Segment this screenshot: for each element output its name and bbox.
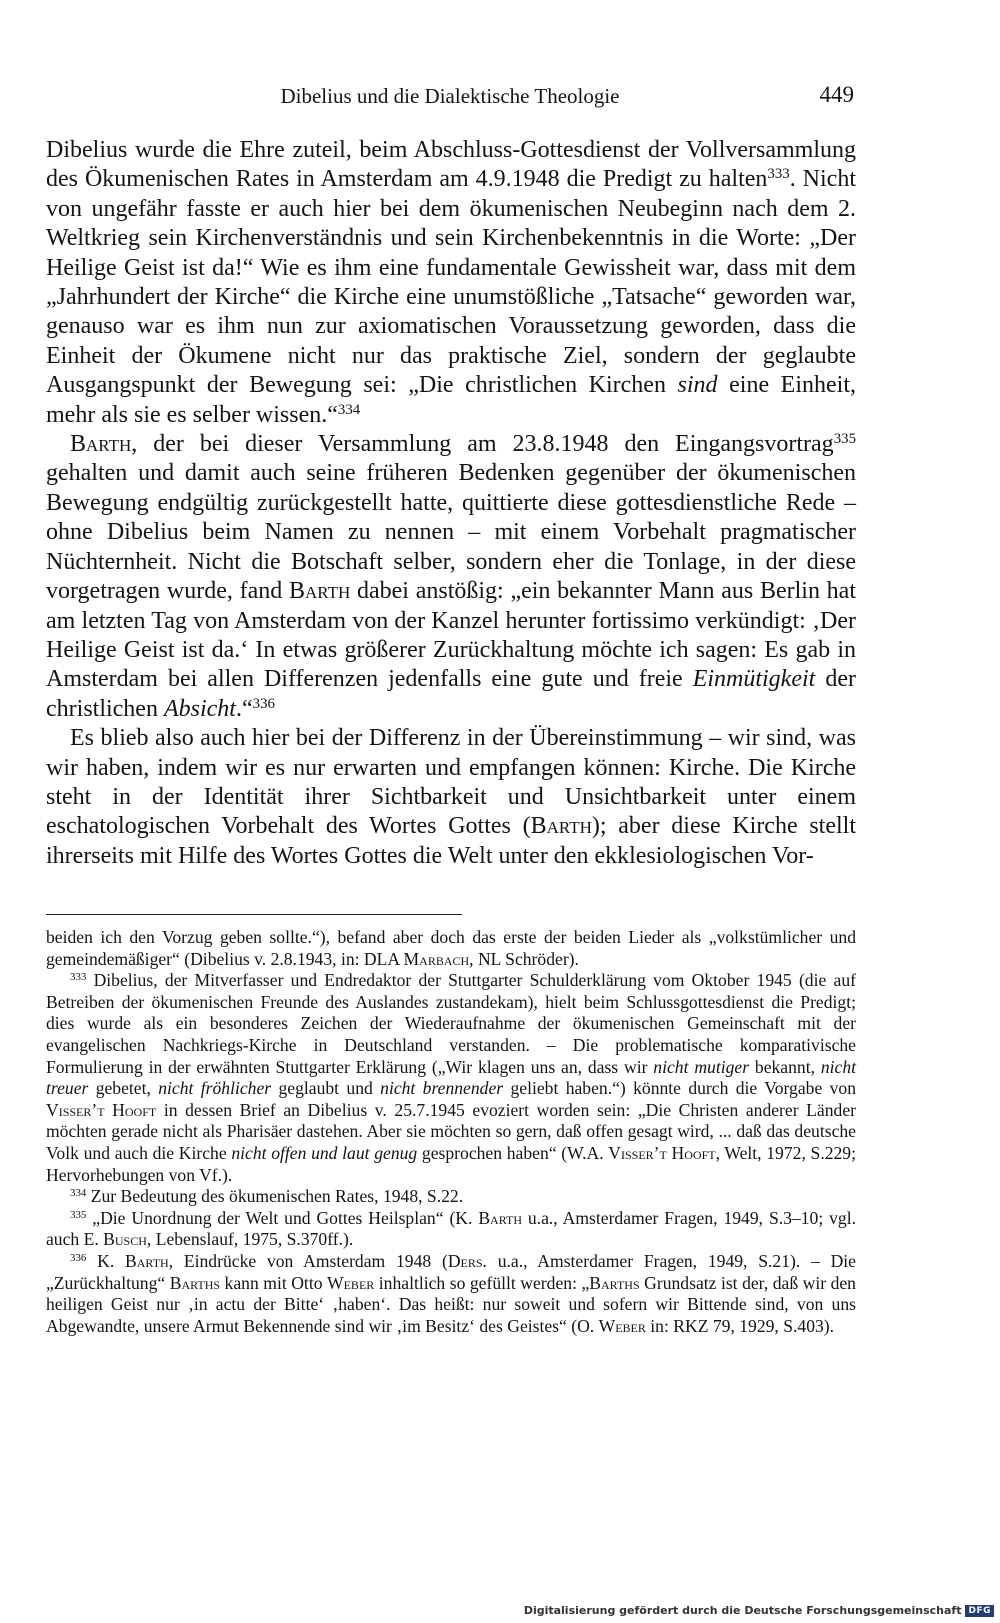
paragraph-3: Es blieb also auch hier bei der Differenz in der Übereinstimmung – wir sind, was wir haben, indem wir es nur erwarten und empfangen können: Kirche. Die Kirche steht in der Identität ihrer Sichtbarkeit und Unsichtbarkeit unter einem eschatologischen Vorbehalt des Wortes Gottes (Barth); aber diese Kirche stellt ihrerseits mit Hilfe des Wortes Gottes die Welt unter den ekklesiologischen Vor- [46,725,857,869]
footnote-number: 334 [70,1187,87,1200]
footnote-number: 335 [70,1208,87,1221]
credit-text: Digitalisierung gefördert durch die Deutsche Forschungsgemeinschaft [523,1604,962,1617]
footnote-335: $^{335}$ „Die Unordnung der Welt und Gottes Heilsplan“ (K. Barth u.a., Amsterdamer Fragen, 1949, S.3–10; vgl. auch E. Busch, Lebenslauf, 1975, S.370ff.). [46,1207,856,1250]
footnote-ref-333[interactable]: 333 [767,166,790,183]
paragraph-2: Barth, der bei dieser Versammlung am 23.8.1948 den Eingangsvortrag$^{335}$ gehalten und damit auch seine früheren Bedenken gegenüber der ökumenischen Bewegung endgültig zurückgestellt hatte, quittierte diese gottesdienstliche Rede – ohne Dibelius beim Namen zu nennen – mit einem Vorbehalt pragmatischer Nüchternheit. Nicht die Botschaft selber, sondern eher die Tonlage, in der diese vorgetragen wurde, fand Barth dabei anstößig: „ein bekannter Mann aus Berlin hat am letzten Tag von Amsterdam von der Kanzel herunter fortissimo verkündigt: ‚Der Heilige Geist ist da.‘ In etwas größerer Zurückhaltung möchte ich sagen: Es gab in Amsterdam bei allen Differenzen jedenfalls eine gute und freie Einmütigkeit der christlichen Absicht.“$^{336}$ [46,430,856,722]
footnote-continuation: beiden ich den Vorzug geben sollte.“), befand aber doch das erste der beiden Lieder als „volkstümlicher und gemeindemäßiger“ (Dibelius v. 2.8.1943, in: DLA Marbach, NL Schröder). [46,927,856,969]
digitization-credit [524,1604,994,1617]
footnotes [46,927,856,1337]
footnote-336: $^{336}$ K. Barth, Eindrücke von Amsterdam 1948 (Ders. u.a., Amsterdamer Fragen, 1949, S.21). – Die „Zurückhaltung“ Barths kann mit Otto Weber inhaltlich so gefüllt werden: „Barths Grundsatz ist der, daß wir den heiligen Geist nur ‚in actu der Bitte‘ ‚haben‘. Das heißt: nur soweit und sofern wir Bittende sind, von uns Abgewandte, unsere Armut Bekennende sind wir ‚im Besitz‘ des Geistes“ (O. Weber in: RKZ 79, 1929, S.403). [46,1250,856,1336]
page-header [46,80,854,114]
footnote-333: $^{333}$ Dibelius, der Mitverfasser und Endredaktor der Stuttgarter Schulderklärung vom Oktober 1945 (die auf Betreiben der ökumenischen Freunde des Auslandes zustandekam), hielt beim Schlussgottesdienst die Predigt; dies wurde als ein besonderes Zeichen der Wiederaufnahme der ökumenischen Gemeinschaft mit der evangelischen Nachkriegs-Kirche in Deutschland verstanden. – Die problematische komparativische Formulierung in der erwähnten Stuttgarter Erklärung („Wir klagen uns an, dass wir nicht mutiger bekannt, nicht treuer gebetet, nicht fröhlicher geglaubt und nicht brennender geliebt haben.“) könnte durch die Vorgabe von Visser’t Hooft in dessen Brief an Dibelius v. 25.7.1945 evoziert worden sein: „Die Christen anderer Länder möchten gerade nicht als Pharisäer dastehen. Aber sie möchten so gern, daß offen gesagt wird, ... daß das deutsche Volk und auch die Kirche nicht offen und laut genug gesprochen haben“ (W.A. Visser’t Hooft, Welt, 1972, S.229; Hervorhebungen von Vf.). [46,970,857,1185]
running-title: Dibelius und die Dialektische Theologie [280,84,620,108]
dfg-logo-icon: DFG [965,1605,994,1617]
footnote-ref-335[interactable]: 335 [833,430,856,447]
footnote-ref-336[interactable]: 336 [252,695,275,712]
footnote-number: 333 [70,971,87,984]
footnote-number: 336 [70,1251,87,1264]
paragraph-1: Dibelius wurde die Ehre zuteil, beim Abschluss-Gottesdienst der Vollversammlung des Ökumenischen Rates in Amsterdam am 4.9.1948 die Predigt zu halten$^{333}$. Nicht von ungefähr fasste er auch hier bei dem ökumenischen Neubeginn nach dem 2. Weltkrieg sein Kirchenverständnis und sein Kirchenbekenntnis in die Worte: „Der Heilige Geist ist da!“ Wie es ihm eine fundamentale Gewissheit war, dass mit dem „Jahrhundert der Kirche“ die Kirche eine unumstößliche „Tatsache“ geworden war, genauso war es ihm nun zur axiomatischen Voraussetzung geworden, dass die Einheit der Ökumene nicht nur das praktische Ziel, sondern der geglaubte Ausgangspunkt der Bewegung sei: „Die christlichen Kirchen sind eine Einheit, mehr als sie es selber wissen.“$^{334}$ [46,137,857,428]
footnote-divider [46,914,462,915]
footnote-334: $^{334}$ Zur Bedeutung des ökumenischen Rates, 1948, S.22. [70,1186,464,1207]
page-number: 449 [819,82,854,107]
main-text [46,136,856,871]
footnote-ref-334[interactable]: 334 [337,401,361,418]
